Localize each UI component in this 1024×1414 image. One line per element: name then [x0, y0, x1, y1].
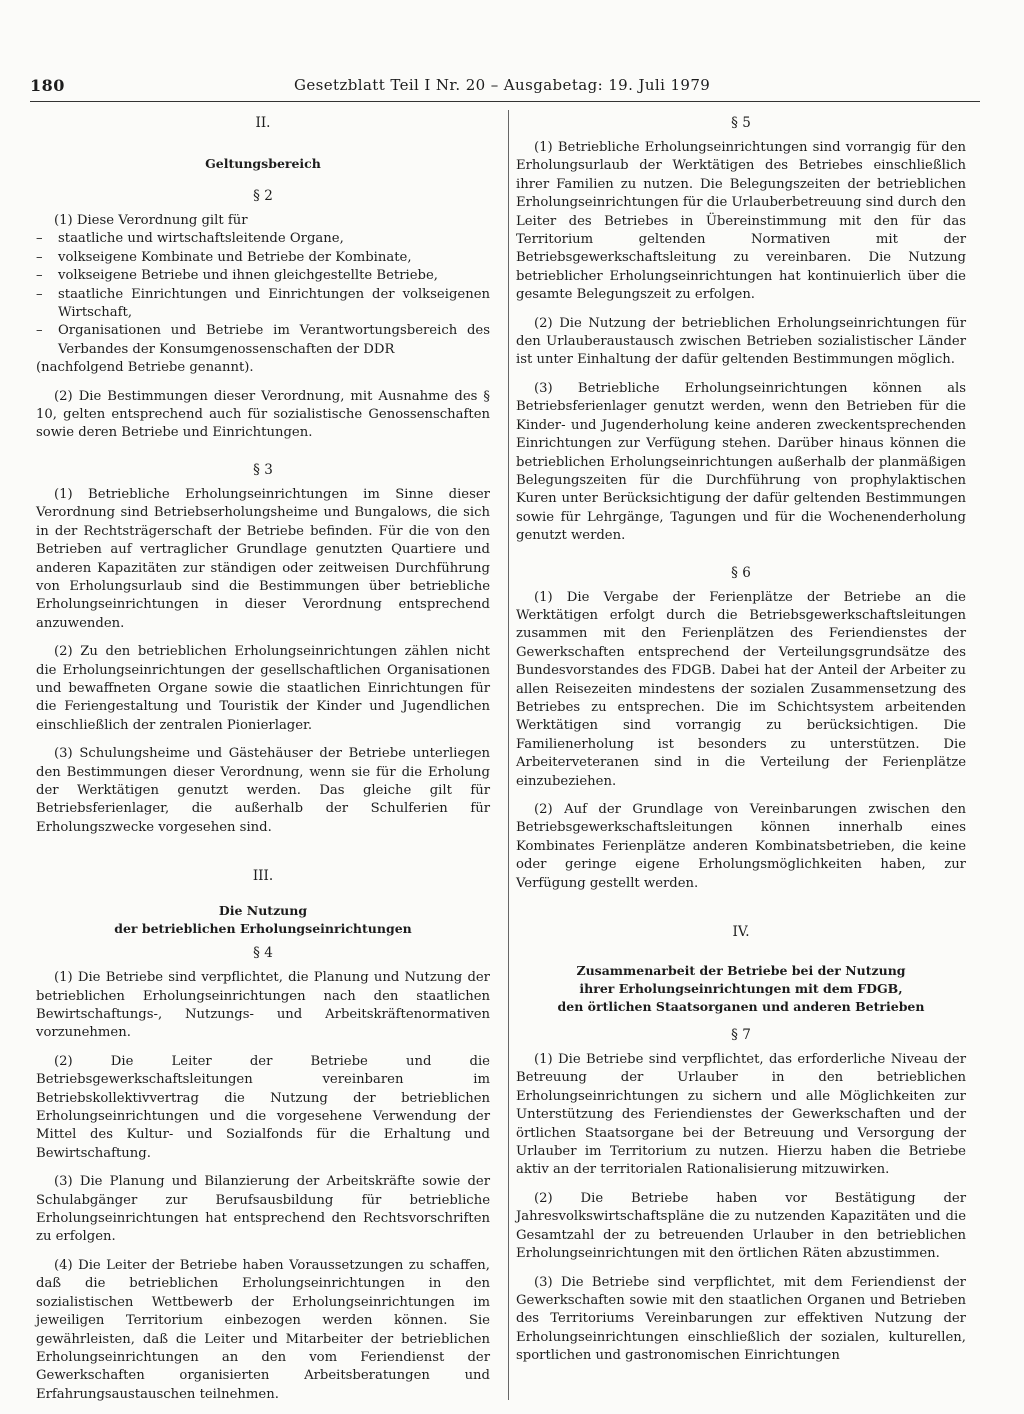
- paragraph-6-heading: § 6: [731, 564, 751, 581]
- section-number-ii: II.: [255, 115, 271, 131]
- page-number: 180: [30, 76, 65, 95]
- paragraph-5-subsection-1: (1) Betriebliche Erholungseinrichtungen sind vorrangig für den Erholungsurlaub der Werktätigen des Betriebes einschließlich ihrer Familien zu nutzen. Die Belegungszeiten der betrieblichen Erholungseinrichtungen für die Urlauberbetreuung sind durch den Leiter des Betriebes in Übereinstimmung mit den für das Territorium geltenden Normativen mit der Betriebsgewerkschaftsleitung zu vereinbaren. Die Nutzung betrieblicher Erholungseinrichtungen hat kontinuierlich über die gesamte Belegungszeit zu erfolgen.: [516, 140, 966, 303]
- paragraph-2-subsection-1: (1) Diese Verordnung gilt für: [54, 213, 248, 228]
- paragraph-5-subsection-3: (3) Betriebliche Erholungseinrichtungen können als Betriebsferienlager genutzt werden, wenn den Betrieben für die Kinder- und Jugenderholung keine anderen zweckentsprechenden Einrichtungen zur Verfügung stehen. Darüber hinaus können die betrieblichen Erholungseinrichtungen außerhalb der planmäßigen Belegungszeiten für die Durchführung von prophylaktischen Kuren unter Berücksichtigung der dafür geltenden Bestimmungen sowie für Lehrgänge, Tagungen und für die Wochenenderholung genutzt werden.: [516, 380, 966, 544]
- page-header: [30, 76, 980, 100]
- paragraph-2-heading: § 2: [253, 188, 273, 204]
- scope-list: [36, 230, 490, 359]
- section-heading-geltungsbereich: Geltungsbereich: [205, 156, 321, 171]
- list-item: – volkseigene Betriebe und ihnen gleichgestellte Betriebe,: [36, 267, 490, 285]
- paragraph-7-heading: § 7: [731, 1027, 751, 1044]
- section-heading-zusammenarbeit-1: Zusammenarbeit der Betriebe bei der Nutzung: [576, 963, 906, 979]
- paragraph-5-subsection-2: (2) Die Nutzung der betrieblichen Erholungseinrichtungen für den Urlauberaustausch zwischen Betrieben sozialistischer Länder ist unter Einhaltung der dafür geltenden Bestimmungen möglich.: [516, 315, 966, 368]
- paragraph-4-subsection-2: (2) Die Leiter der Betriebe und die Betriebsgewerkschaftsleitungen vereinbaren im Betriebskollektivvertrag die Nutzung der betrieblichen Erholungseinrichtungen und die vorgesehene Verwendung der Mittel des Kultur- und Sozialfonds für die Erhaltung und Bewirtschaftung.: [36, 1053, 490, 1161]
- section-heading-zusammenarbeit-3: den örtlichen Staatsorganen und anderen Betrieben: [557, 999, 925, 1015]
- paragraph-3-heading: § 3: [253, 461, 273, 478]
- right-column: [516, 114, 966, 1376]
- paragraph-7-subsection-1: (1) Die Betriebe sind verpflichtet, das erforderliche Niveau der Betreuung der Urlauber in den betrieblichen Erholungseinrichtungen zu sichern und alle Möglichkeiten zur Unterstützung des Feriendienstes der Gewerkschaften und der örtlichen Staatsorgane bei der Betreuung und Versorgung der Urlauber im Territorium zu nutzen. Hierzu haben die Betriebe aktiv an der territorialen Rationalisierung mitzuwirken.: [516, 1052, 966, 1178]
- paragraph-5-heading: § 5: [731, 115, 751, 131]
- header-rule: [30, 101, 980, 102]
- list-item: – volkseigene Kombinate und Betriebe der Kombinate,: [36, 249, 490, 267]
- paragraph-3-subsection-2: (2) Zu den betrieblichen Erholungseinrichtungen zählen nicht die Erholungseinrichtungen der gesellschaftlichen Organisationen und bewaffneten Organe sowie die staatlichen Einrichtungen für die Feriengestaltung und Touristik der Kinder und Jugendlichen einschließlich der zentralen Pionierlager.: [36, 644, 490, 733]
- list-item: – staatliche und wirtschaftsleitende Organe,: [36, 230, 490, 248]
- running-head: Gesetzblatt Teil I Nr. 20 – Ausgabetag: 19. Juli 1979: [294, 76, 711, 94]
- paragraph-2-list-tail: (nachfolgend Betriebe genannt).: [36, 360, 254, 376]
- section-heading-nutzung-1: Die Nutzung: [218, 903, 308, 919]
- paragraph-4-subsection-4: (4) Die Leiter der Betriebe haben Voraussetzungen zu schaffen, daß die betrieblichen Erholungseinrichtungen in den sozialistischen Wettbewerb der Erholungseinrichtungen im jeweiligen Territorium einbezogen werden können. Sie gewährleisten, daß die Leiter und Mitarbeiter der betrieblichen Erholungseinrichtungen an den vom Feriendienst der Gewerkschaften organisierten Arbeitsberatungen und Erfahrungsaustauschen teilnehmen.: [36, 1257, 490, 1402]
- list-item: – Organisationen und Betriebe im Verantwortungsbereich des Verbandes der Konsumgenossenschaften der DDR: [36, 322, 490, 359]
- paragraph-2-subsection-2: (2) Die Bestimmungen dieser Verordnung, mit Ausnahme des § 10, gelten entsprechend auch für sozialistische Genossenschaften sowie deren Betriebe und Einrichtungen.: [36, 388, 490, 441]
- paragraph-4-subsection-3: (3) Die Planung und Bilanzierung der Arbeitskräfte sowie der Schulabgänger zur Berufsausbildung für betriebliche Erholungseinrichtungen hat entsprechend den Rechtsvorschriften zu erfolgen.: [36, 1174, 490, 1245]
- paragraph-6-subsection-1: (1) Die Vergabe der Ferienplätze der Betriebe an die Werktätigen erfolgt durch die Betriebsgewerkschaftsleitungen zusammen mit den Ferienplätzen des Feriendienstes der Gewerkschaften entsprechend der Verteilungsgrundsätze des Bundesvorstandes des FDGB. Dabei hat der Anteil der Arbeiter zu allen Reisezeiten mindestens der sozialen Zusammensetzung des Betriebes zu entsprechen. Die im Schichtsystem arbeitenden Werktätigen sind vorrangig zu berücksichtigen. Die Familienerholung ist besonders zu unterstützen. Die Arbeiterveteranen sind in die Verteilung der Ferienplätze einzubeziehen.: [516, 589, 966, 789]
- section-heading-nutzung-2: der betrieblichen Erholungseinrichtungen: [114, 921, 412, 937]
- section-number-iv: IV.: [732, 924, 750, 941]
- paragraph-7-subsection-2: (2) Die Betriebe haben vor Bestätigung der Jahresvolkswirtschaftspläne die zu nutzenden Kapazitäten und die Gesamtzahl der zu betreuenden Urlauber in den betrieblichen Erholungseinrichtungen mit den örtlichen Räten abzustimmen.: [516, 1190, 966, 1262]
- list-item: – staatliche Einrichtungen und Einrichtungen der volkseigenen Wirtschaft,: [36, 286, 490, 323]
- section-heading-zusammenarbeit-2: ihrer Erholungseinrichtungen mit dem FDGB,: [579, 981, 903, 997]
- paragraph-4-subsection-1: (1) Die Betriebe sind verpflichtet, die Planung und Nutzung der betrieblichen Erholungseinrichtungen nach den staatlichen Bewirtschaftungs-, Nutzungs- und Arbeitskräftenormativen vorzunehmen.: [36, 970, 490, 1041]
- left-column: [36, 114, 490, 1414]
- paragraph-3-subsection-1: (1) Betriebliche Erholungseinrichtungen im Sinne dieser Verordnung sind Betriebserholungsheime und Bungalows, die sich in der Rechtsträgerschaft der Betriebe befinden. Für die von den Betrieben auf vertraglicher Grundlage genutzten Quartiere und anderen Kapazitäten zur ständigen oder zeitweisen Durchführung von Erholungsurlaub sind die Bestimmungen über betriebliche Erholungseinrichtungen in dieser Verordnung entsprechend anzuwenden.: [36, 486, 490, 631]
- paragraph-4-heading: § 4: [253, 945, 273, 962]
- paragraph-3-subsection-3: (3) Schulungsheime und Gästehäuser der Betriebe unterliegen den Bestimmungen dieser Verordnung, wenn sie für die Erholung der Werktätigen genutzt werden. Das gleiche gilt für Betriebsferienlager, die außerhalb der Schulferien für Erholungszwecke vorgesehen sind.: [36, 746, 490, 835]
- column-divider: [508, 110, 509, 1400]
- section-number-iii: III.: [252, 868, 274, 885]
- paragraph-7-subsection-3: (3) Die Betriebe sind verpflichtet, mit dem Feriendienst der Gewerkschaften sowie mit den staatlichen Organen und Betrieben des Territoriums Vereinbarungen zur effektiven Nutzung der Erholungseinrichtungen einschließlich der sozialen, kulturellen, sportlichen und gastronomischen Einrichtungen: [516, 1274, 966, 1364]
- paragraph-6-subsection-2: (2) Auf der Grundlage von Vereinbarungen zwischen den Betriebsgewerkschaftsleitungen können innerhalb eines Kombinates Ferienplätze anderen Kombinatsbetrieben, die keine oder geringe eigene Erholungsmöglichkeiten haben, zur Verfügung gestellt werden.: [516, 802, 966, 891]
